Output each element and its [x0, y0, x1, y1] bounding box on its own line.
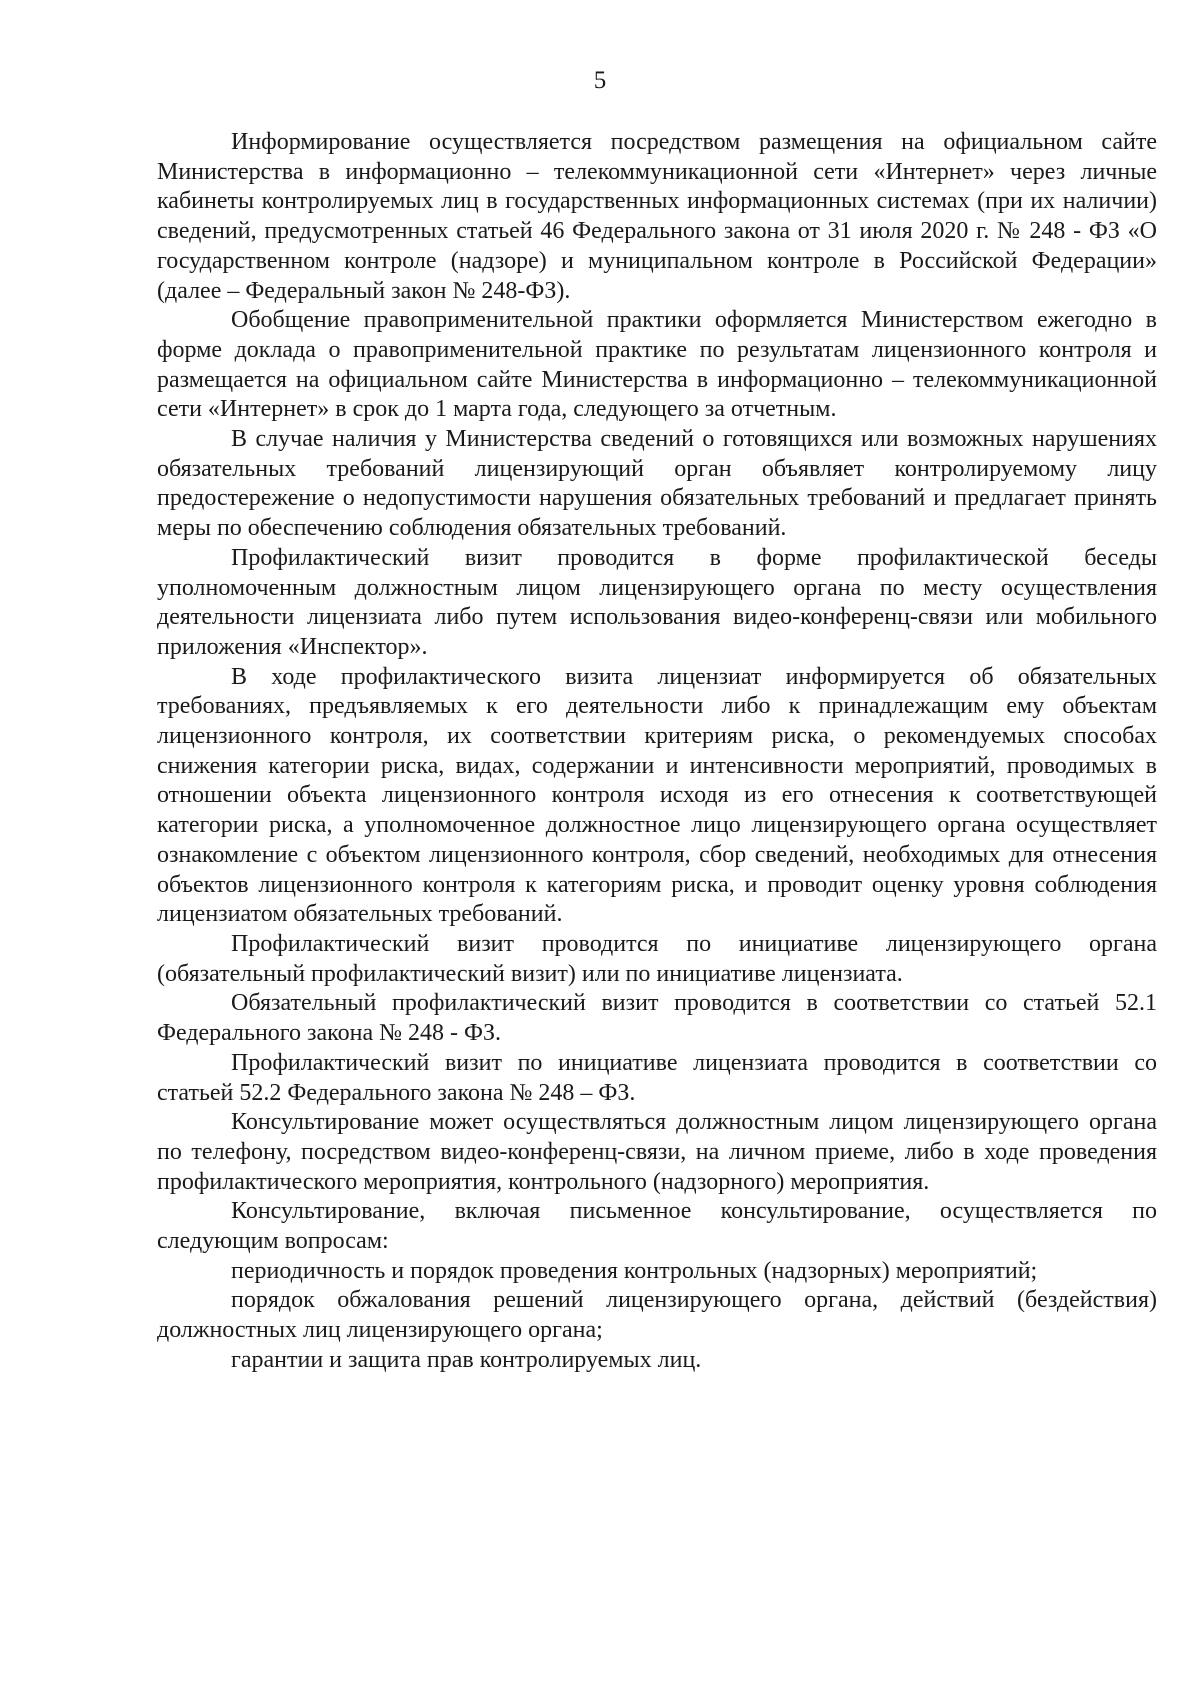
paragraph-visit-content: В ходе профилактического визита лицензиат информируется об обязательных требованиях, предъявляемых к его деятельности либо к принадлежащим ему объектам лицензионного контроля, их соответствии критериям риска, о рекомендуемых способах снижения категории риска, видах, содержании и интенсивности мероприятий, проводимых в отношении объекта лицензионного контроля исходя из его отнесения к соответствующей категории риска, а уполномоченное должностное лицо лицензирующего органа осуществляет ознакомление с объектом лицензионного контроля, сбор сведений, необходимых для отнесения объектов лицензионного контроля к категориям риска, и проводит оценку уровня соблюдения лицензиатом обязательных требований. — [157, 663, 1157, 928]
paragraph-preventive-visit: Профилактический визит проводится в форме профилактической беседы уполномоченным должностным лицом лицензирующего органа по месту осуществления деятельности лицензиата либо путем использования видео-конференц-связи или мобильного приложения «Инспектор». — [157, 544, 1157, 660]
page-number: 5 — [593, 67, 607, 94]
list-item-guarantees: гарантии и защита прав контролируемых лиц. — [231, 1346, 702, 1373]
list-item-appeal: порядок обжалования решений лицензирующего органа, действий (бездействия) должностных лиц лицензирующего органа; — [157, 1287, 1157, 1344]
paragraph-mandatory-visit: Обязательный профилактический визит проводится в соответствии со статьей 52.1 Федерального закона № 248 - ФЗ. — [157, 990, 1157, 1047]
document-body — [157, 128, 1157, 1376]
paragraph-consulting-topics: Консультирование, включая письменное консультирование, осуществляется по следующим вопросам: — [157, 1198, 1157, 1255]
paragraph-informing: Информирование осуществляется посредством размещения на официальном сайте Министерства в информационно – телекоммуникационной сети «Интернет» через личные кабинеты контролируемых лиц в государственных информационных системах (при их наличии) сведений, предусмотренных статьей 46 Федерального закона от 31 июля 2020 г. № 248 - ФЗ «О государственном контроле (надзоре) и муниципальном контроле в Российской Федерации» (далее – Федеральный закон № 248-ФЗ). — [157, 129, 1157, 304]
paragraph-consulting-means: Консультирование может осуществляться должностным лицом лицензирующего органа по телефону, посредством видео-конференц-связи, на личном приеме, либо в ходе проведения профилактического мероприятия, контрольного (надзорного) мероприятия. — [157, 1109, 1157, 1195]
paragraph-practice-summary: Обобщение правоприменительной практики оформляется Министерством ежегодно в форме доклада о правоприменительной практике по результатам лицензионного контроля и размещается на официальном сайте Министерства в информационно – телекоммуникационной сети «Интернет» в срок до 1 марта года, следующего за отчетным. — [157, 307, 1157, 423]
paragraph-warning: В случае наличия у Министерства сведений о готовящихся или возможных нарушениях обязательных требований лицензирующий орган объявляет контролируемому лицу предостережение о недопустимости нарушения обязательных требований и предлагает принять меры по обеспечению соблюдения обязательных требований. — [157, 426, 1157, 542]
list-item-periodicity: периодичность и порядок проведения контрольных (надзорных) мероприятий; — [231, 1257, 1038, 1284]
paragraph-visit-initiative: Профилактический визит проводится по инициативе лицензирующего органа (обязательный профилактический визит) или по инициативе лицензиата. — [157, 930, 1157, 987]
paragraph-licensee-visit: Профилактический визит по инициативе лицензиата проводится в соответствии со статьей 52.2 Федерального закона № 248 – ФЗ. — [157, 1049, 1157, 1106]
